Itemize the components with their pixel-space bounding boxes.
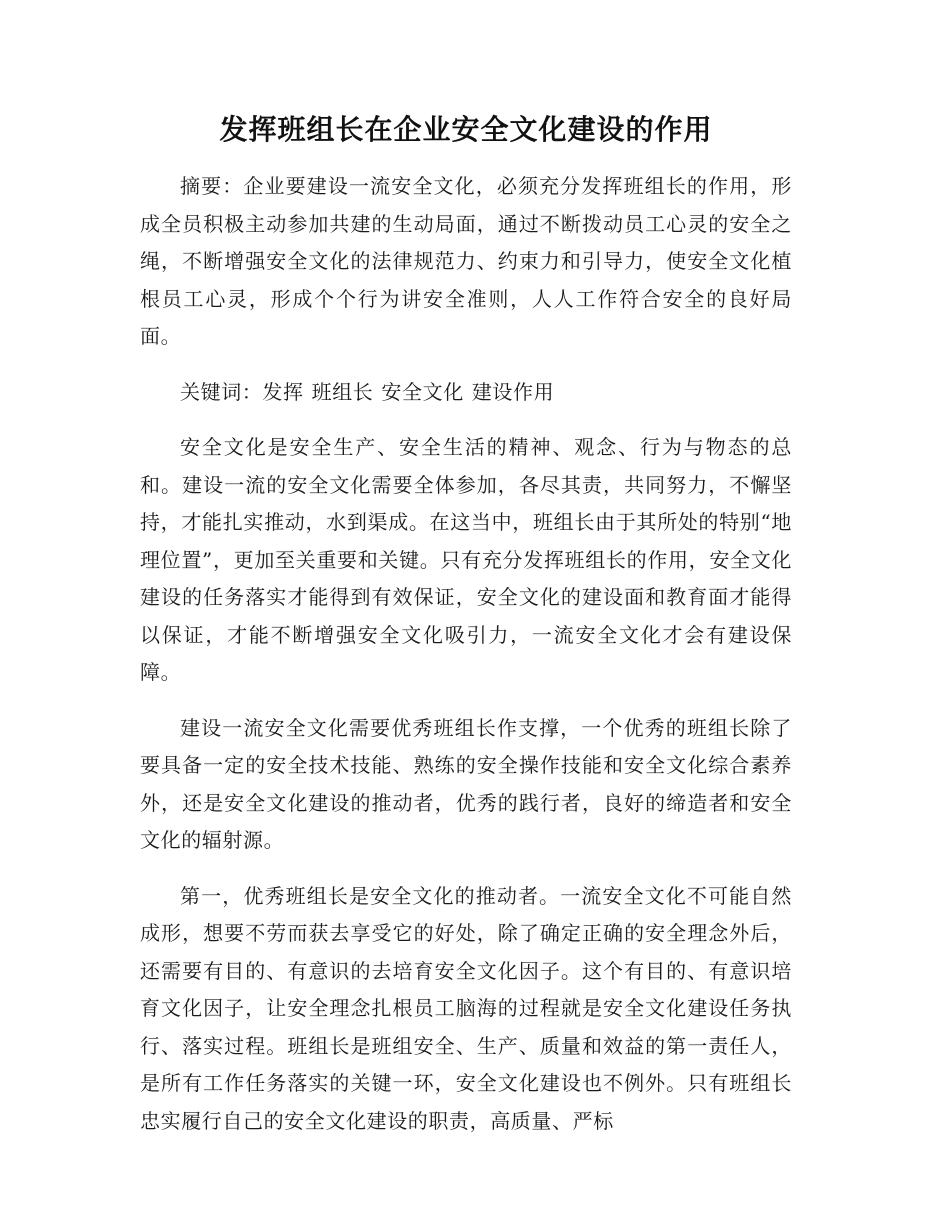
keywords-label: 关键词： — [180, 379, 263, 404]
document-page — [140, 108, 792, 1158]
keyword-term: 班组长 — [311, 379, 374, 404]
keyword-term: 建设作用 — [471, 379, 555, 404]
keyword-term: 安全文化 — [381, 379, 464, 404]
document-title: 发挥班组长在企业安全文化建设的作用 — [219, 113, 713, 146]
keywords-line — [140, 374, 792, 412]
body-paragraph: 安全文化是安全生产、安全生活的精神、观念、行为与物态的总和。建设一流的安全文化需要全体参加，各尽其责，共同努力，不懈坚持，才能扎实推动，水到渠成。在这当中，班组长由于其所处的特别“地理位置”，更加至关重要和关键。只有充分发挥班组长的作用，安全文化建设的任务落实才能得到有效保证，安全文化的建设面和教育面才能得以保证，才能不断增强安全文化吸引力，一流安全文化才会有建设保障。 — [140, 435, 792, 684]
abstract-paragraph: 摘要：企业要建设一流安全文化，必须充分发挥班组长的作用，形成全员积极主动参加共建的生动局面，通过不断拨动员工心灵的安全之绳，不断增强安全文化的法律规范力、约束力和引导力，使安全文化植根员工心灵，形成个个行为讲安全准则，人人工作符合安全的良好局面。 — [140, 174, 792, 348]
body-paragraph: 第一，优秀班组长是安全文化的推动者。一流安全文化不可能自然成形，想要不劳而获去享受它的好处，除了确定正确的安全理念外后，还需要有目的、有意识的去培育安全文化因子。这个有目的、有意识培育文化因子，让安全理念扎根员工脑海的过程就是安全文化建设任务执行、落实过程。班组长是班组安全、生产、质量和效益的第一责任人，是所有工作任务落实的关键一环，安全文化建设也不例外。只有班组长忠实履行自己的安全文化建设的职责，高质量、严标 — [140, 883, 792, 1133]
body-paragraph: 建设一流安全文化需要优秀班组长作支撑，一个优秀的班组长除了要具备一定的安全技术技能、熟练的安全操作技能和安全文化综合素养外，还是安全文化建设的推动者，优秀的践行者，良好的缔造者和安全文化的辐射源。 — [140, 715, 792, 852]
keyword-term: 发挥 — [262, 379, 304, 404]
